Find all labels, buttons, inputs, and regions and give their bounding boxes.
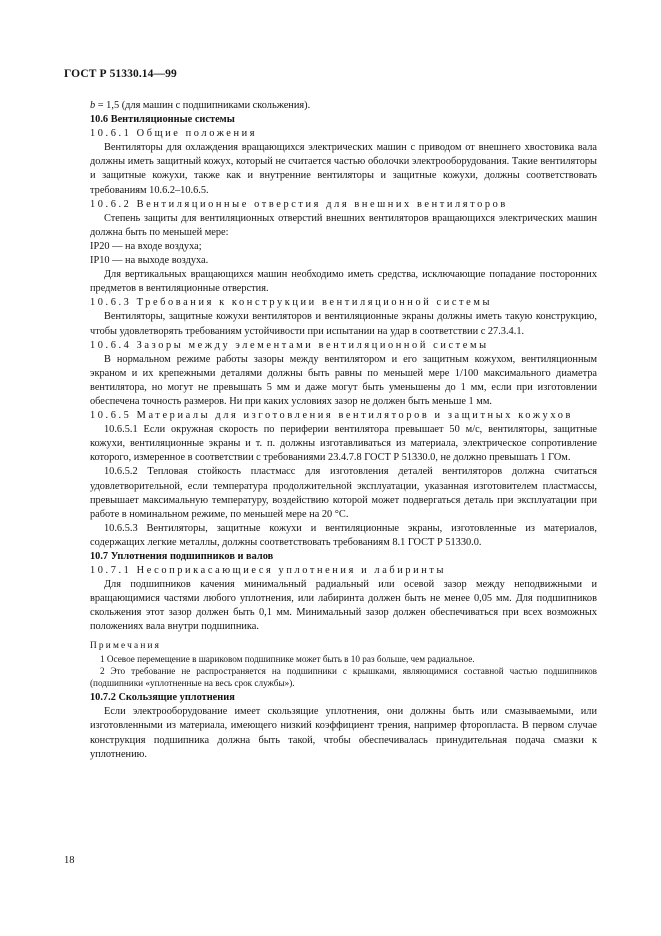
heading-10-6-4: 10.6.4 Зазоры между элементами вентиляционной системы	[90, 339, 489, 351]
ip20-line: IP20 — на входе воздуха;	[90, 240, 202, 252]
page-number: 18	[64, 855, 75, 866]
paragraph-10-6-4: В нормальном режиме работы зазоры между вентилятором и его защитным кожухом, вентиляционным экраном и их крепежными деталями должны быть равны по меньшей мере 1/100 максимального диаметра вентилятора, но могут не превышать 5 мм и даже могут быть уменьшены до 1 мм, если при изготовлении обеспечена точность размеров. Ни при каких условиях зазор не должен быть меньше 1 мм.	[90, 353, 597, 407]
paragraph-vertical-machines: Для вертикальных вращающихся машин необходимо иметь средства, исключающие попадание посторонних предметов в вентиляционные отверстия.	[90, 269, 597, 295]
ip10-line: IP10 — на выходе воздуха.	[90, 255, 209, 267]
paragraph-10-6-3: Вентиляторы, защитные кожухи вентиляторов и вентиляционные экраны должны иметь такую конструкцию, чтобы удовлетворять требованиям устойчивости при испытании на удар в соответствии с 27.3.4.1.	[90, 311, 597, 337]
note-2: 2 Это требование не распространяется на подшипники с крышками, являющимися составной частью подшипников (подшипники «уплотненные на весь срок службы»).	[90, 665, 597, 689]
main-content	[90, 99, 597, 762]
b-coefficient-line	[90, 99, 597, 113]
heading-10-6: 10.6 Вентиляционные системы	[90, 114, 235, 126]
document-header: ГОСТ Р 51330.14—99	[64, 68, 177, 80]
b-variable: b	[90, 100, 96, 111]
paragraph-10-6-5-3: 10.6.5.3 Вентиляторы, защитные кожухи и вентиляционные экраны, изготовленные из материалов, содержащих легкие металлы, должны соответствовать требованиям 8.1 ГОСТ Р 51330.0.	[90, 522, 597, 548]
heading-10-6-5: 10.6.5 Материалы для изготовления вентиляторов и защитных кожухов	[90, 410, 573, 422]
heading-10-6-3: 10.6.3 Требования к конструкции вентиляционной системы	[90, 297, 493, 309]
paragraph-10-7-2: Если электрооборудование имеет скользящие уплотнения, они должны быть или смазываемыми, или изготовленными из материала, имеющего низкий коэффициент трения, например фторопласта. В первом случае конструкция подшипника должна быть такой, чтобы обеспечивалась принудительная подача смазки к уплотнению.	[90, 706, 597, 760]
heading-10-7: 10.7 Уплотнения подшипников и валов	[90, 551, 274, 562]
paragraph-10-6-5-2: 10.6.5.2 Тепловая стойкость пластмасс для изготовления деталей вентиляторов должна считаться удовлетворительной, если температура продолжительной эксплуатации, указанная изготовителем пластмассы, превышает максимальную температуру, воздействию которой может подвергаться деталь при эксплуатации при работе в номинальном режиме, по меньшей мере на 20 °С.	[90, 466, 597, 520]
heading-10-7-2: 10.7.2 Скользящие уплотнения	[90, 692, 235, 704]
note-1: 1 Осевое перемещение в шариковом подшипнике может быть в 10 раз больше, чем радиальное.	[100, 653, 475, 664]
heading-10-7-1: 10.7.1 Несоприкасающиеся уплотнения и лабиринты	[90, 565, 447, 577]
paragraph-10-6-2: Степень защиты для вентиляционных отверстий внешних вентиляторов вращающихся электрических машин должна быть по меньшей мере:	[90, 212, 597, 238]
notes-heading: Примечания	[90, 640, 162, 651]
paragraph-10-6-5-1: 10.6.5.1 Если окружная скорость по периферии вентилятора превышает 50 м/с, вентиляторы, защитные кожухи, вентиляционные экраны и т. п. должны изготавливаться из материала, электрическое сопротивление которого, измеренное в соответствии с требованиями 23.4.7.8 ГОСТ Р 51330.0, не должно превышать 1 ГОм.	[90, 424, 597, 464]
paragraph-10-6-1: Вентиляторы для охлаждения вращающихся электрических машин с приводом от внешнего хвостовика вала должны иметь защитный кожух, который не считается частью оболочки электрооборудования. Такие вентиляторы и защитные кожухи, также как и внутренние вентиляторы и защитные кожухи, должны соответствовать требованиям 10.6.2–10.6.5.	[90, 142, 597, 196]
b-line-text: = 1,5 (для машин с подшипниками скольжения).	[97, 100, 311, 111]
heading-10-6-2: 10.6.2 Вентиляционные отверстия для внешних вентиляторов	[90, 198, 508, 210]
heading-10-6-1: 10.6.1 Общие положения	[90, 128, 258, 140]
paragraph-10-7-1: Для подшипников качения минимальный радиальный или осевой зазор между неподвижными и вращающимися частями любого уплотнения, или лабиринта должен быть не менее 0,05 мм. Для подшипников скольжения этот зазор должен быть 0,1 мм. Минимальный зазор должен обеспечиваться при всех возможных положениях вала внутри подшипника.	[90, 579, 597, 633]
